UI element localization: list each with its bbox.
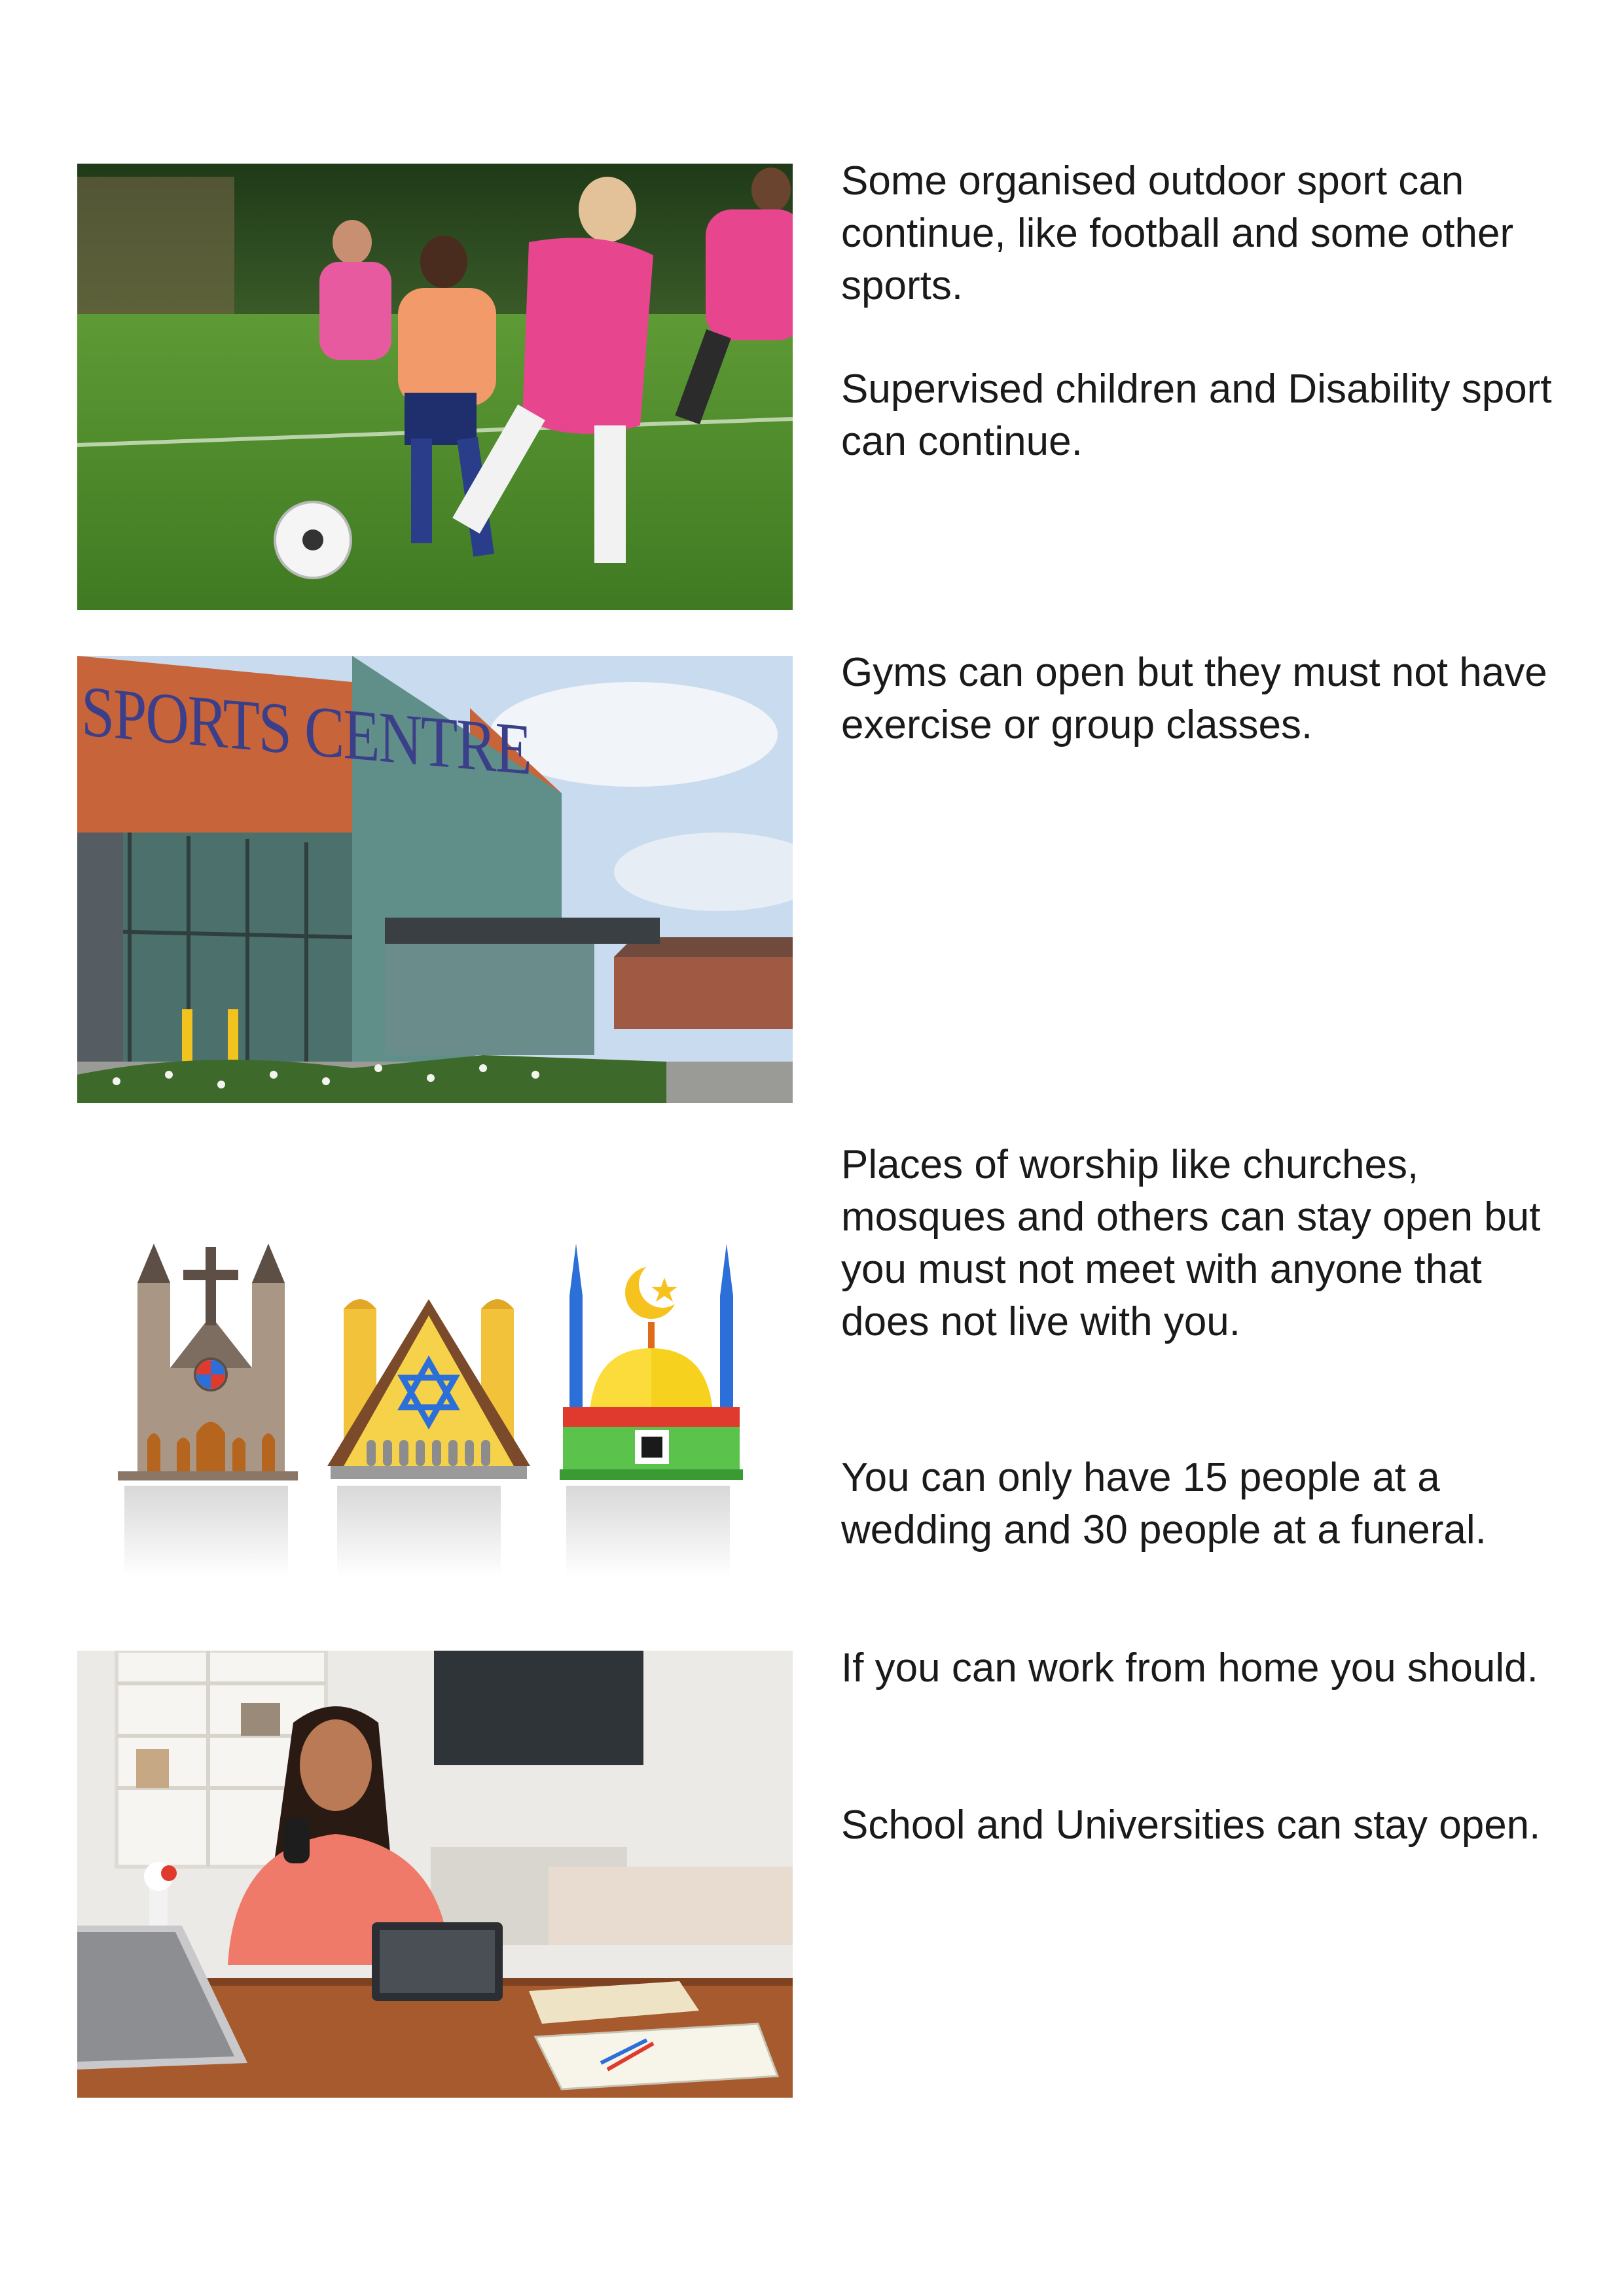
row1-paragraph-1: Some organised outdoor sport can continue, like football and some other sports. <box>841 158 1514 308</box>
work-from-home-photo <box>77 1651 793 2098</box>
places-of-worship-illustration <box>118 1244 766 1584</box>
sports-centre-sign: SPORTS CENTRE <box>81 670 531 790</box>
mosque-icon <box>560 1244 743 1480</box>
synagogue-icon <box>327 1299 530 1479</box>
row4-paragraph-1: If you can work from home you should. <box>841 1645 1538 1691</box>
row3-paragraph-2: You can only have 15 people at a wedding and 30 people at a funeral. <box>841 1455 1487 1552</box>
row3-paragraph-1: Places of worship like churches, mosques and others can stay open but you must not meet with anyone that does not live with you. <box>841 1142 1541 1344</box>
church-icon <box>118 1244 298 1480</box>
row4-paragraph-2: School and Universities can stay open. <box>841 1803 1541 1848</box>
football-photo <box>77 164 793 610</box>
row1-paragraph-2: Supervised children and Disability sport can continue. <box>841 367 1552 464</box>
row2-paragraph-1: Gyms can open but they must not have exercise or group classes. <box>841 650 1547 747</box>
sports-centre-photo <box>77 656 793 1103</box>
